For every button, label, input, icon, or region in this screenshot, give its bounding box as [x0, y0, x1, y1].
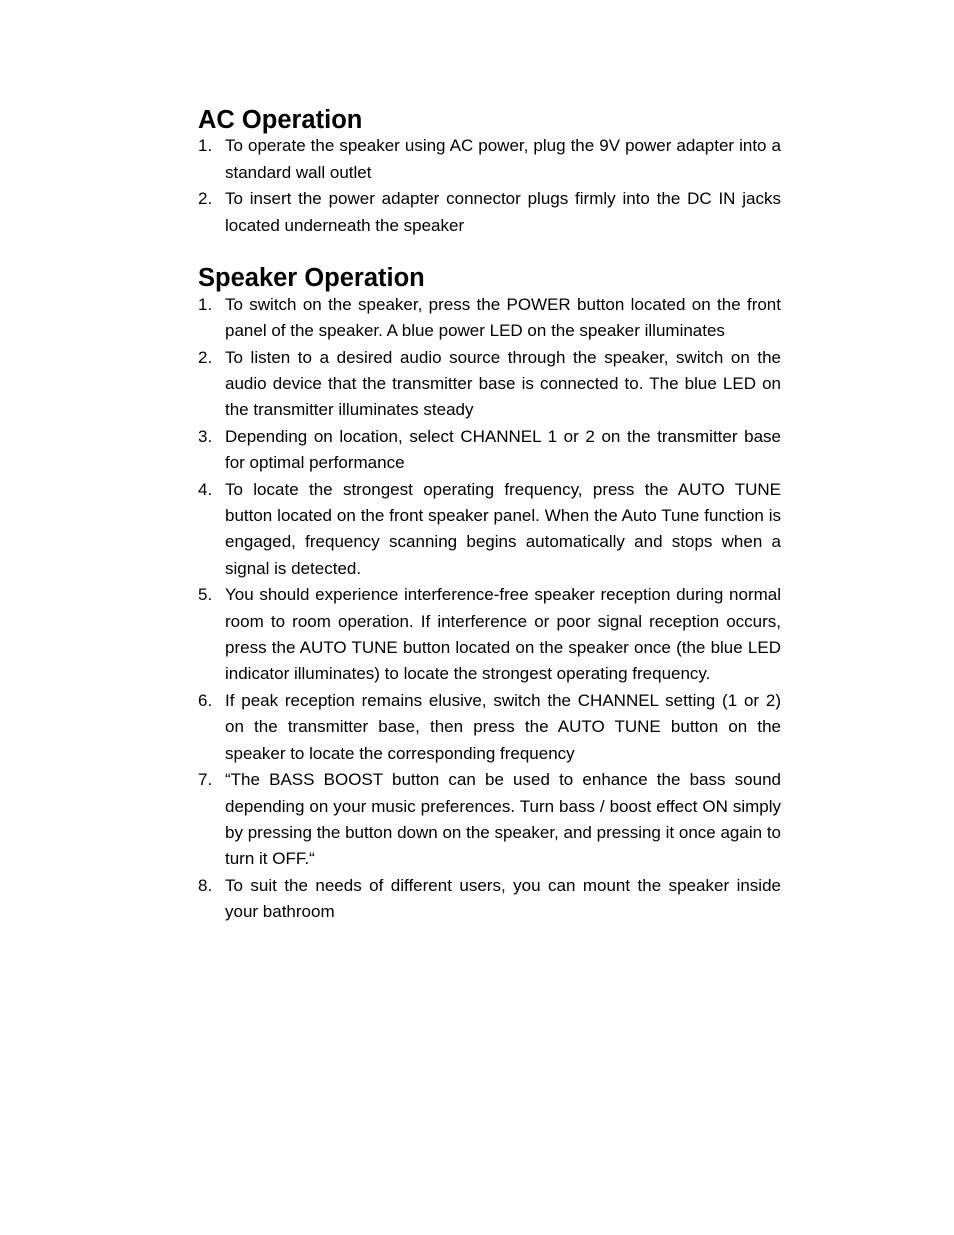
list-item	[198, 186, 781, 239]
list-item	[198, 688, 781, 767]
section-speaker-operation	[198, 265, 781, 925]
item-text: To switch on the speaker, press the POWER button located on the front panel of the speaker. A blue power LED on the speaker illuminates	[225, 294, 781, 341]
speaker-operation-steps	[198, 292, 781, 926]
list-item	[198, 873, 781, 926]
list-item	[198, 582, 781, 688]
list-item	[198, 424, 781, 477]
item-text: If peak reception remains elusive, switch the CHANNEL setting (1 or 2) on the transmitter base, then press the AUTO TUNE button on the speaker to locate the corresponding frequency	[225, 690, 781, 763]
item-text: “The BASS BOOST button can be used to enhance the bass sound depending on your music preferences. Turn bass / boost effect ON simply by pressing the button down on the speaker, and pressing it once again to turn it OFF.“	[225, 770, 781, 869]
item-number: 5.	[198, 585, 213, 605]
item-text: To locate the strongest operating frequency, press the AUTO TUNE button located on the front speaker panel. When the Auto Tune function is engaged, frequency scanning begins automatically and stops when a signal is detected.	[225, 479, 781, 578]
list-item	[198, 345, 781, 424]
document-page	[198, 107, 781, 926]
item-text: You should experience interference-free speaker reception during normal room to room operation. If interference or poor signal reception occurs, press the AUTO TUNE button located on the speaker once (the blue LED indicator illuminates) to locate the strongest operating frequency.	[225, 585, 781, 684]
list-item	[198, 292, 781, 345]
item-number: 2.	[198, 189, 213, 209]
item-number: 6.	[198, 690, 213, 710]
item-number: 4.	[198, 479, 213, 499]
list-item	[198, 767, 781, 873]
list-item	[198, 133, 781, 186]
item-text: To listen to a desired audio source through the speaker, switch on the audio device that the transmitter base is connected to. The blue LED on the transmitter illuminates steady	[225, 347, 781, 420]
item-text: Depending on location, select CHANNEL 1 or 2 on the transmitter base for optimal performance	[225, 426, 781, 473]
section-heading: AC Operation	[198, 106, 363, 134]
section-heading: Speaker Operation	[198, 264, 425, 293]
item-text: To operate the speaker using AC power, plug the 9V power adapter into a standard wall outlet	[225, 136, 781, 182]
section-ac-operation	[198, 107, 781, 239]
item-text: To suit the needs of different users, you can mount the speaker inside your bathroom	[225, 875, 781, 922]
item-number: 8.	[198, 875, 213, 895]
item-number: 1.	[198, 294, 213, 314]
item-number: 2.	[198, 347, 213, 367]
list-item	[198, 477, 781, 583]
item-number: 1.	[198, 136, 213, 156]
item-number: 7.	[198, 770, 213, 790]
ac-operation-steps	[198, 133, 781, 239]
item-text: To insert the power adapter connector plugs firmly into the DC IN jacks located underneath the speaker	[225, 189, 781, 235]
item-number: 3.	[198, 426, 213, 446]
